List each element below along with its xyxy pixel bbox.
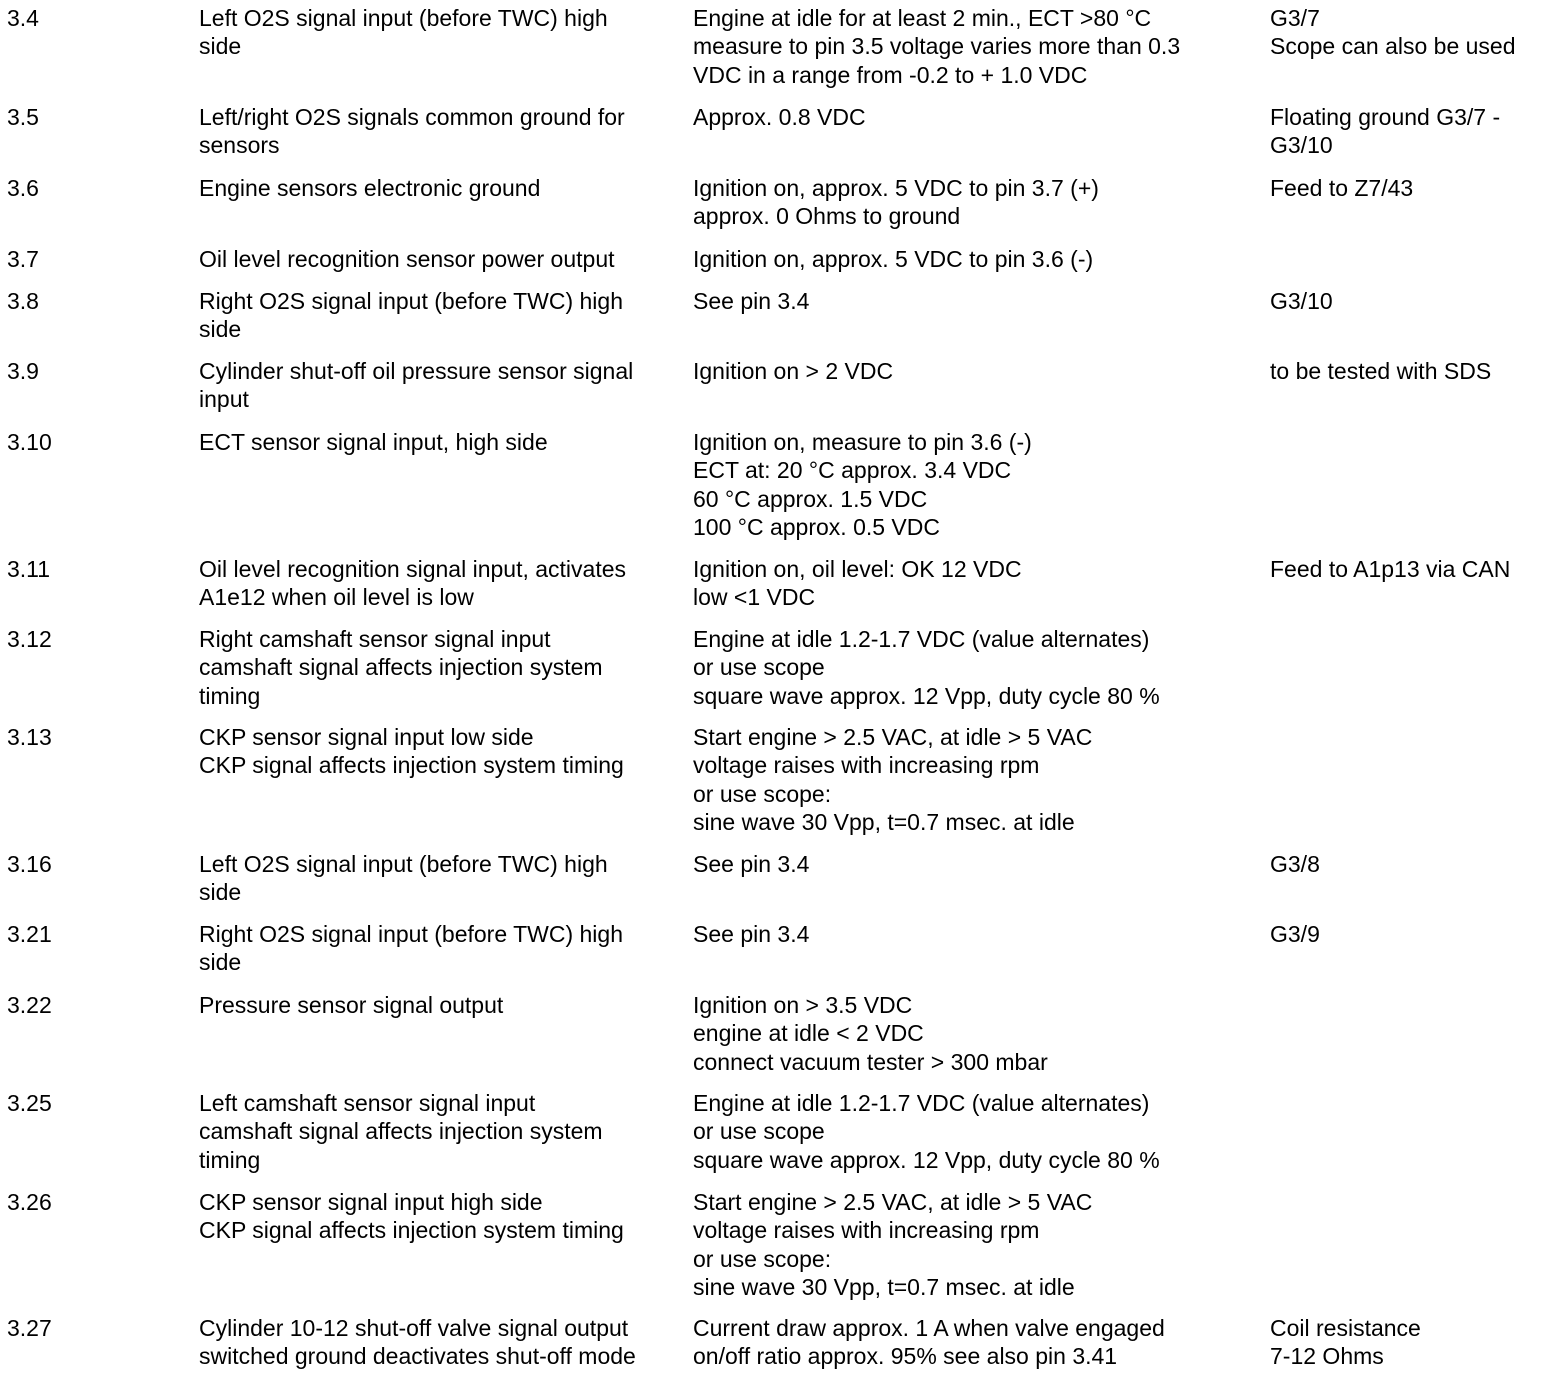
pin-note: G3/7 Scope can also be used (1270, 5, 1516, 60)
pin-description: Right O2S signal input (before TWC) high side (199, 921, 623, 976)
pin-number: 3.13 (7, 724, 52, 750)
pin-description: CKP sensor signal input low side CKP signal affects injection system timing (199, 724, 624, 779)
test-condition: Ignition on, approx. 5 VDC to pin 3.6 (-) (693, 246, 1094, 272)
pin-description: Cylinder shut-off oil pressure sensor signal input (199, 358, 634, 413)
pin-description: CKP sensor signal input high side CKP signal affects injection system timing (199, 1189, 624, 1244)
pin-description: Left O2S signal input (before TWC) high side (199, 5, 608, 60)
pin-note: to be tested with SDS (1270, 358, 1492, 384)
pin-number: 3.9 (7, 358, 39, 384)
pin-description: Left O2S signal input (before TWC) high side (199, 851, 608, 906)
test-condition: Start engine > 2.5 VAC, at idle > 5 VAC voltage raises with increasing rpm or use scope: sine wave 30 Vpp, t=0.7 msec. at idle (693, 1189, 1093, 1301)
test-condition: Engine at idle for at least 2 min., ECT >80 °C measure to pin 3.5 voltage varies more than 0.3 VDC in a range from -0.2 to + 1.0 VDC (693, 5, 1181, 88)
pin-description: Oil level recognition sensor power output (199, 246, 615, 272)
pin-number: 3.10 (7, 429, 52, 455)
test-condition: Engine at idle 1.2-1.7 VDC (value alternates) or use scope square wave approx. 12 Vpp, duty cycle 80 % (693, 1090, 1160, 1173)
pin-description: Left/right O2S signals common ground for sensors (199, 104, 625, 159)
pin-number: 3.8 (7, 288, 39, 314)
test-condition: Ignition on, approx. 5 VDC to pin 3.7 (+) approx. 0 Ohms to ground (693, 175, 1099, 230)
pin-number: 3.26 (7, 1189, 52, 1215)
pin-description: Right camshaft sensor signal input camshaft signal affects injection system timing (199, 626, 603, 709)
test-condition: Ignition on, oil level: OK 12 VDC low <1 VDC (693, 556, 1022, 611)
pin-note: G3/9 (1270, 921, 1320, 947)
test-condition: Engine at idle 1.2-1.7 VDC (value alternates) or use scope square wave approx. 12 Vpp, duty cycle 80 % (693, 626, 1160, 709)
test-condition: See pin 3.4 (693, 921, 810, 947)
test-condition: Current draw approx. 1 A when valve engaged on/off ratio approx. 95% see also pin 3.41 (693, 1315, 1165, 1370)
pin-number: 3.27 (7, 1315, 52, 1341)
pin-description: Pressure sensor signal output (199, 992, 504, 1018)
pin-description: Left camshaft sensor signal input camshaft signal affects injection system timing (199, 1090, 603, 1173)
pin-note: G3/8 (1270, 851, 1320, 877)
test-condition: Ignition on, measure to pin 3.6 (-) ECT at: 20 °C approx. 3.4 VDC 60 °C approx. 1.5 VDC 100 °C approx. 0.5 VDC (693, 429, 1032, 541)
pin-description: Oil level recognition signal input, activates A1e12 when oil level is low (199, 556, 627, 611)
test-condition: Start engine > 2.5 VAC, at idle > 5 VAC voltage raises with increasing rpm or use scope: sine wave 30 Vpp, t=0.7 msec. at idle (693, 724, 1093, 836)
pin-number: 3.6 (7, 175, 39, 201)
test-condition: See pin 3.4 (693, 851, 810, 877)
test-condition: Ignition on > 3.5 VDC engine at idle < 2 VDC connect vacuum tester > 300 mbar (693, 992, 1048, 1075)
pin-number: 3.4 (7, 5, 39, 31)
test-condition: Approx. 0.8 VDC (693, 104, 866, 130)
pin-note: Feed to Z7/43 (1270, 175, 1414, 201)
pin-note: Feed to A1p13 via CAN (1270, 556, 1511, 582)
pin-number: 3.11 (7, 556, 51, 582)
pin-description: Right O2S signal input (before TWC) high side (199, 288, 623, 343)
pin-number: 3.5 (7, 104, 39, 130)
pin-note: G3/10 (1270, 288, 1333, 314)
pin-description: Cylinder 10-12 shut-off valve signal output switched ground deactivates shut-off mode (199, 1315, 636, 1370)
pin-description: ECT sensor signal input, high side (199, 429, 548, 455)
test-condition: See pin 3.4 (693, 288, 810, 314)
pin-number: 3.21 (7, 921, 52, 947)
pin-number: 3.16 (7, 851, 52, 877)
pin-description: Engine sensors electronic ground (199, 175, 541, 201)
pin-number: 3.25 (7, 1090, 52, 1116)
test-condition: Ignition on > 2 VDC (693, 358, 894, 384)
pin-number: 3.22 (7, 992, 52, 1018)
pin-number: 3.7 (7, 246, 39, 272)
pin-note: Floating ground G3/7 - G3/10 (1270, 104, 1501, 159)
pin-note: Coil resistance 7-12 Ohms (1270, 1315, 1421, 1370)
pin-number: 3.12 (7, 626, 52, 652)
